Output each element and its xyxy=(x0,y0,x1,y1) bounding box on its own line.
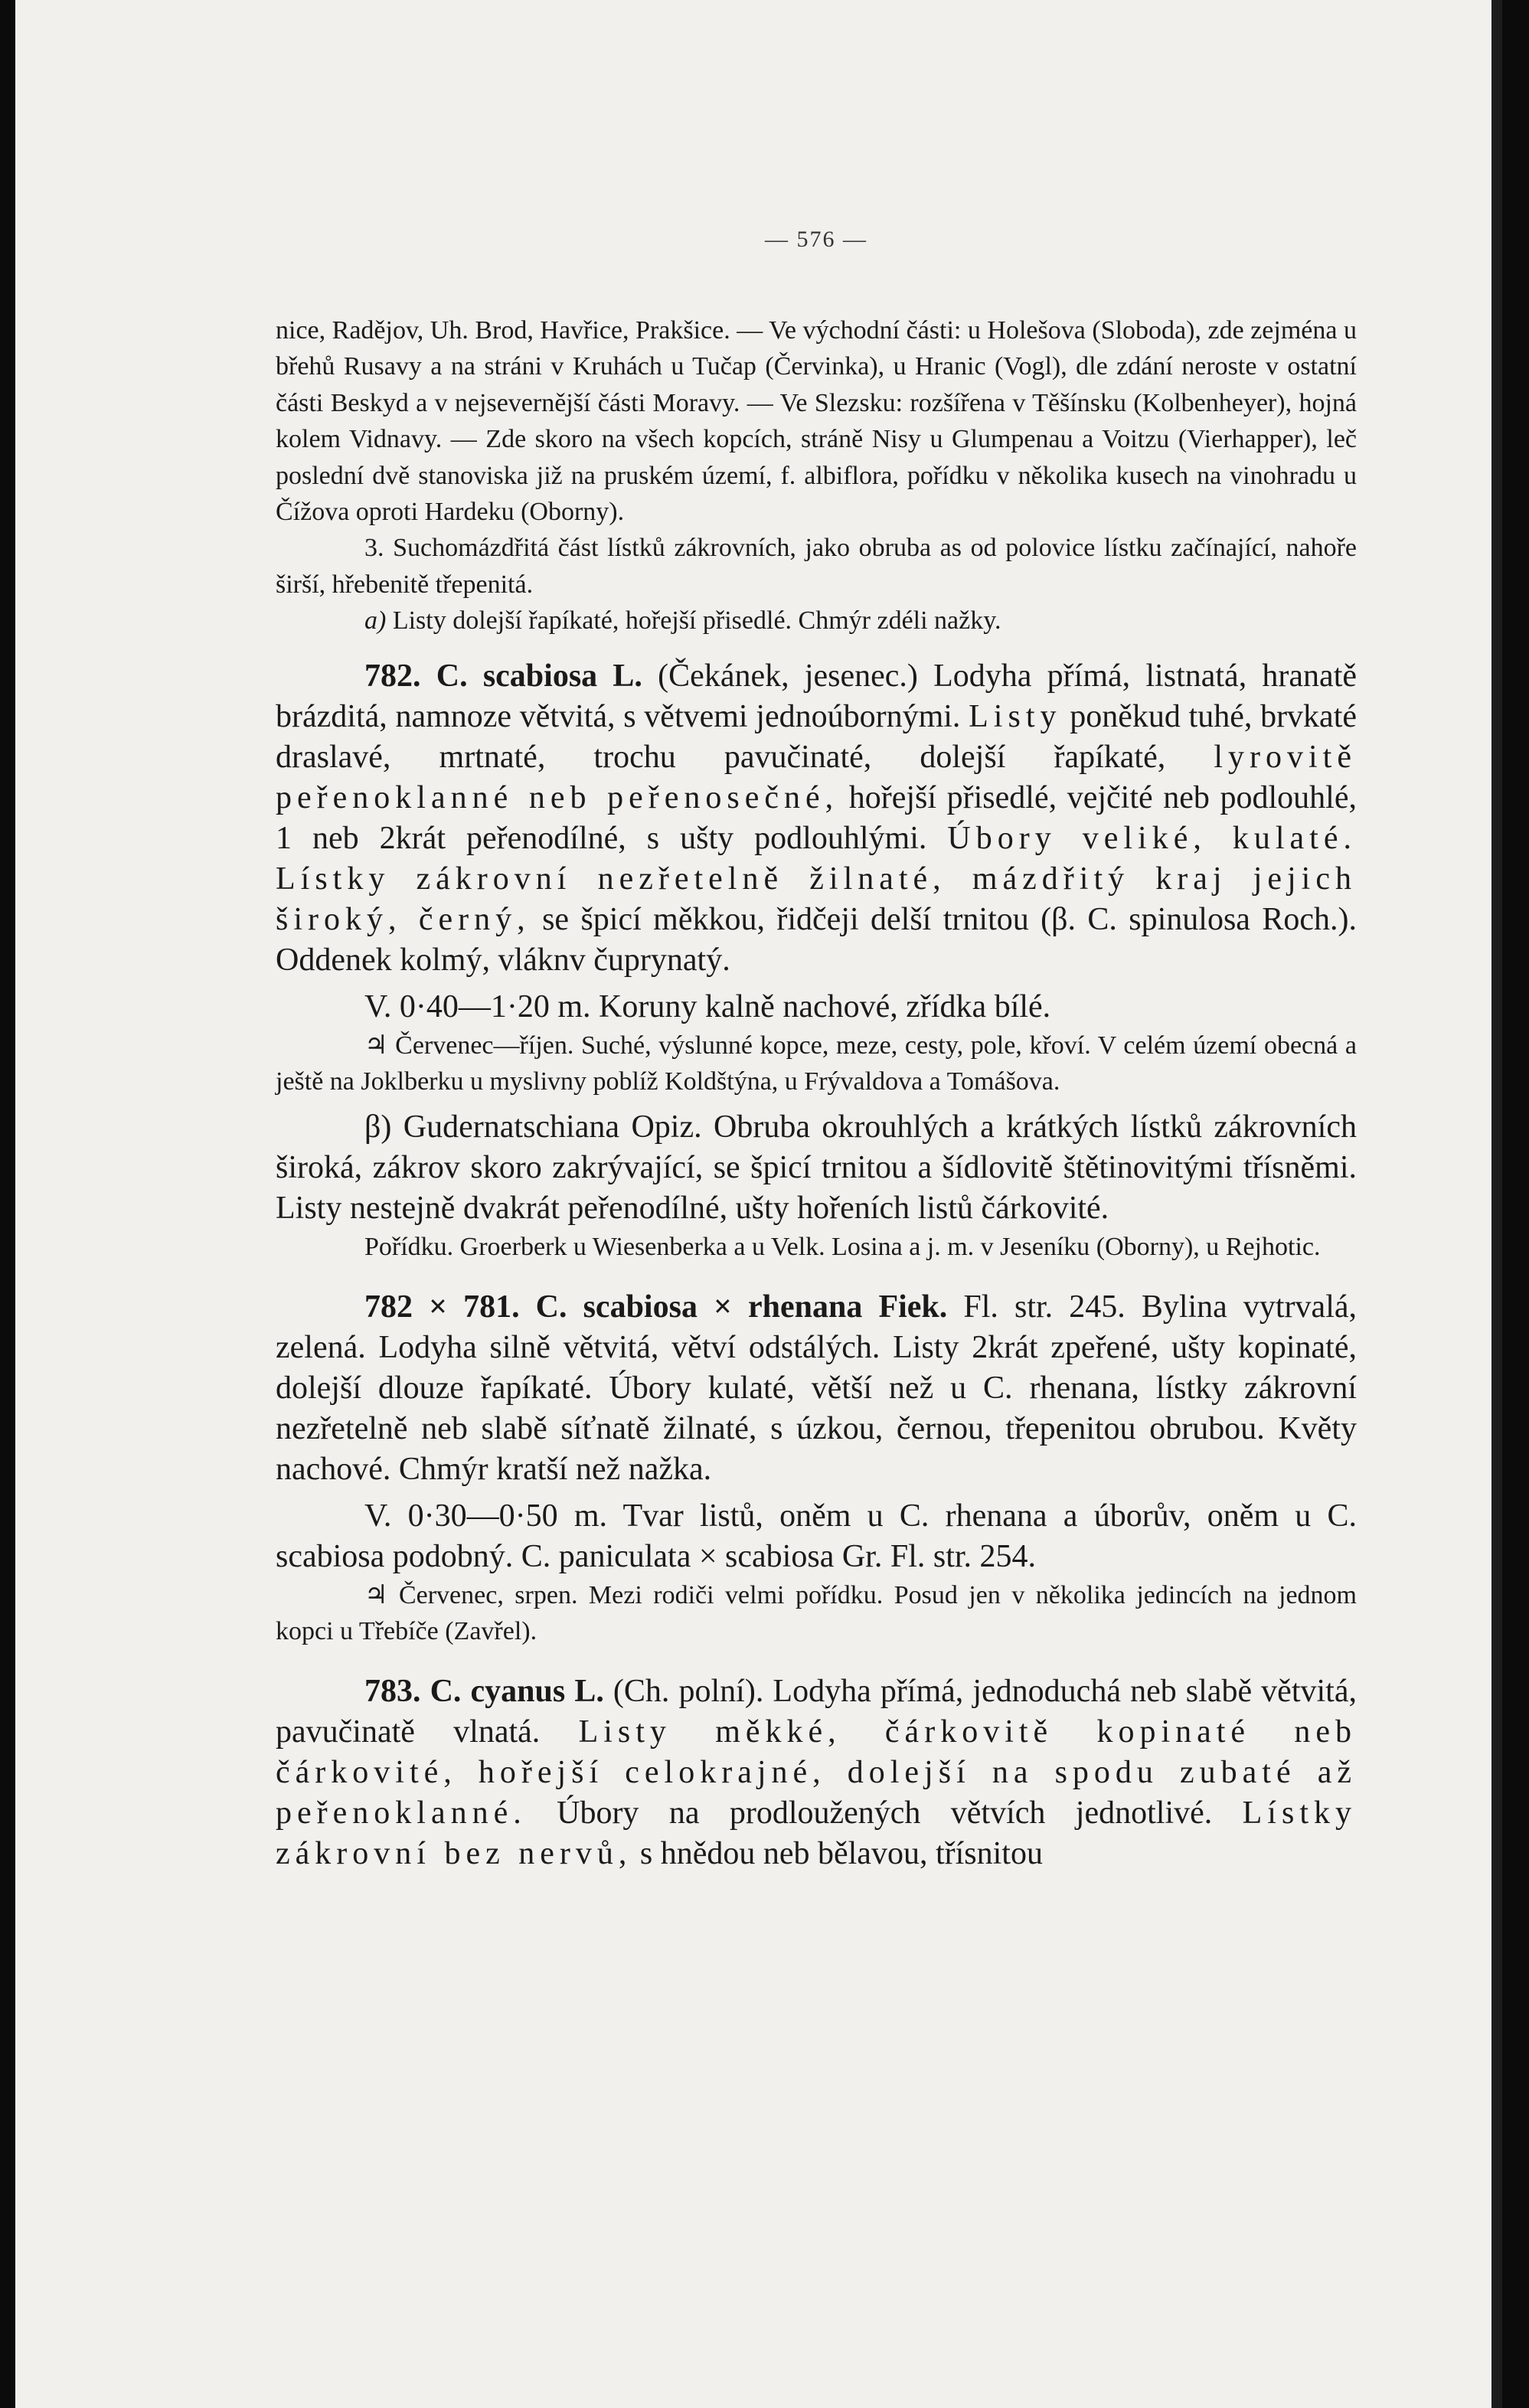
key-text: Listy dolejší řapíkaté, hořejší přisedlé. Chmýr zdéli nažky. xyxy=(386,606,1001,635)
species-782-note: ♃ Červenec—říjen. Suché, výslunné kopce, meze, cesty, pole, křoví. V celém území obecná a ještě na Joklberku u myslivny poblíž Koldštýna, u Frývaldova a Tomášova. xyxy=(276,1031,1357,1096)
species-name: C. cyanus L. xyxy=(430,1673,604,1709)
desc-text: hořejší přisedlé, vejčité neb podlouhlé, 1 neb 2krát peřenodílné, s ušty podlouhlými. xyxy=(276,779,1357,856)
species-number: 782 × 781. xyxy=(364,1289,520,1325)
hybrid-782x781-description xyxy=(276,1287,1357,1490)
spaced-text: Úbory veliké, kulaté. Lístky zákrovní nezřetelně žilnaté, mázdřitý kraj jejich široký, černý, xyxy=(276,820,1357,937)
desc-text: Úbory na prodloužených větvích jednotlivé. xyxy=(526,1795,1243,1831)
desc-text: poněkud tuhé, brvkaté draslavé, mrtnaté, trochu pavučinaté, dolejší řapíkaté, xyxy=(276,698,1357,775)
species-782-variety-beta: β) Gudernatschiana Opiz. Obruba okrouhlých a krátkých lístků zákrovních široká, zákrov skoro zakrývající, se špicí trnitou a šídlovitě štětinovitými třísněmi. Listy nestejně dvakrát peřenodílné, ušty hořeních listů čárkovité. xyxy=(276,1109,1357,1227)
spaced-text: Listy xyxy=(969,698,1062,734)
paragraph-key-3: 3. Suchomázdřitá část lístků zákrovních, jako obruba as od polovice lístku začínající, nahoře širší, hřebenitě třepenitá. xyxy=(276,534,1357,599)
page-number: — 576 — xyxy=(765,227,867,252)
paragraph-distribution: nice, Radějov, Uh. Brod, Havřice, Prakšice. — Ve východní části: u Holešova (Sloboda), zde zejména u břehů Rusavy a na stráni v Kruhách u Tučap (Červinka), u Hranic (Vogl), dle zdání neroste v ostatní části Beskyd a v nejsevernější části Moravy. — Ve Slezsku: rozšířena v Těšínsku (Kolbenheyer), hojná kolem Vidnavy. — Zde skoro na všech kopcích, stráně Nisy u Glumpenau a Voitzu (Vierhapper), leč poslední dvě stanoviska již na pruském území, f. albiflora, pořídku v několika kusech na vinohradu u Čížova oproti Hardeku (Oborny). xyxy=(276,316,1357,527)
scan-edge xyxy=(1491,0,1502,2408)
desc-text: (Ch. polní). Lodyha přímá, jednoduchá neb slabě větvitá, pavučinatě vlnatá. xyxy=(276,1673,1357,1750)
spaced-text: Listy měkké, čárkovitě kopinaté neb čárkovité, hořejší celokrajné, dolejší na spodu zubaté až peřenoklanné. xyxy=(276,1714,1357,1831)
desc-text: se špicí měkkou, řidčeji delší trnitou (β. C. spinulosa Roch.). Oddenek kolmý, vláknv čuprynatý. xyxy=(276,901,1357,978)
species-782-description xyxy=(276,656,1357,981)
spaced-text: lyrovitě peřenoklanné neb peřenosečné, xyxy=(276,739,1357,815)
species-number: 782. xyxy=(364,658,421,694)
text-column xyxy=(276,227,1357,1874)
species-783-description xyxy=(276,1671,1357,1874)
species-name: C. scabiosa × rhenana Fiek. xyxy=(535,1289,948,1325)
species-name: C. scabiosa L. xyxy=(436,658,642,694)
paragraph-key-a xyxy=(276,603,1357,639)
desc-text: Fl. str. 245. Bylina vytrvalá, zelená. Lodyha silně větvitá, větví odstálých. Listy 2krát zpeřené, ušty kopinaté, dolejší dlouze řapíkaté. Úbory kulaté, větší než u C. rhenana, lístky zákrovní nezřetelně neb slabě síťnatě žilnaté, s úzkou, černou, třepenitou obrubou. Květy nachové. Chmýr kratší než nažka. xyxy=(276,1289,1357,1487)
hybrid-size: V. 0·30—0·50 m. Tvar listů, oněm u C. rhenana a úborův, oněm u C. scabiosa podobný. C. paniculata × scabiosa Gr. Fl. str. 254. xyxy=(276,1498,1357,1574)
species-782-size: V. 0·40—1·20 m. Koruny kalně nachové, zřídka bílé. xyxy=(364,988,1051,1024)
desc-text: (Čekánek, jesenec.) Lodyha přímá, listnatá, hranatě brázditá, namnoze větvitá, s větvemi jednoúbornými. xyxy=(276,658,1357,734)
hybrid-note: ♃ Červenec, srpen. Mezi rodiči velmi pořídku. Posud jen v několika jedincích na jednom kopci u Třebíče (Zavřel). xyxy=(276,1580,1357,1646)
desc-text: s hnědou neb bělavou, třísnitou xyxy=(632,1835,1043,1871)
page-scan xyxy=(15,0,1502,2408)
spaced-text: Lístky zákrovní bez nervů, xyxy=(276,1795,1357,1871)
species-number: 783. xyxy=(364,1673,421,1709)
key-letter: a) xyxy=(364,606,387,635)
species-782-beta-note: Pořídku. Groerberk u Wiesenberka a u Velk. Losina a j. m. v Jeseníku (Oborny), u Rejhotic. xyxy=(364,1233,1321,1262)
